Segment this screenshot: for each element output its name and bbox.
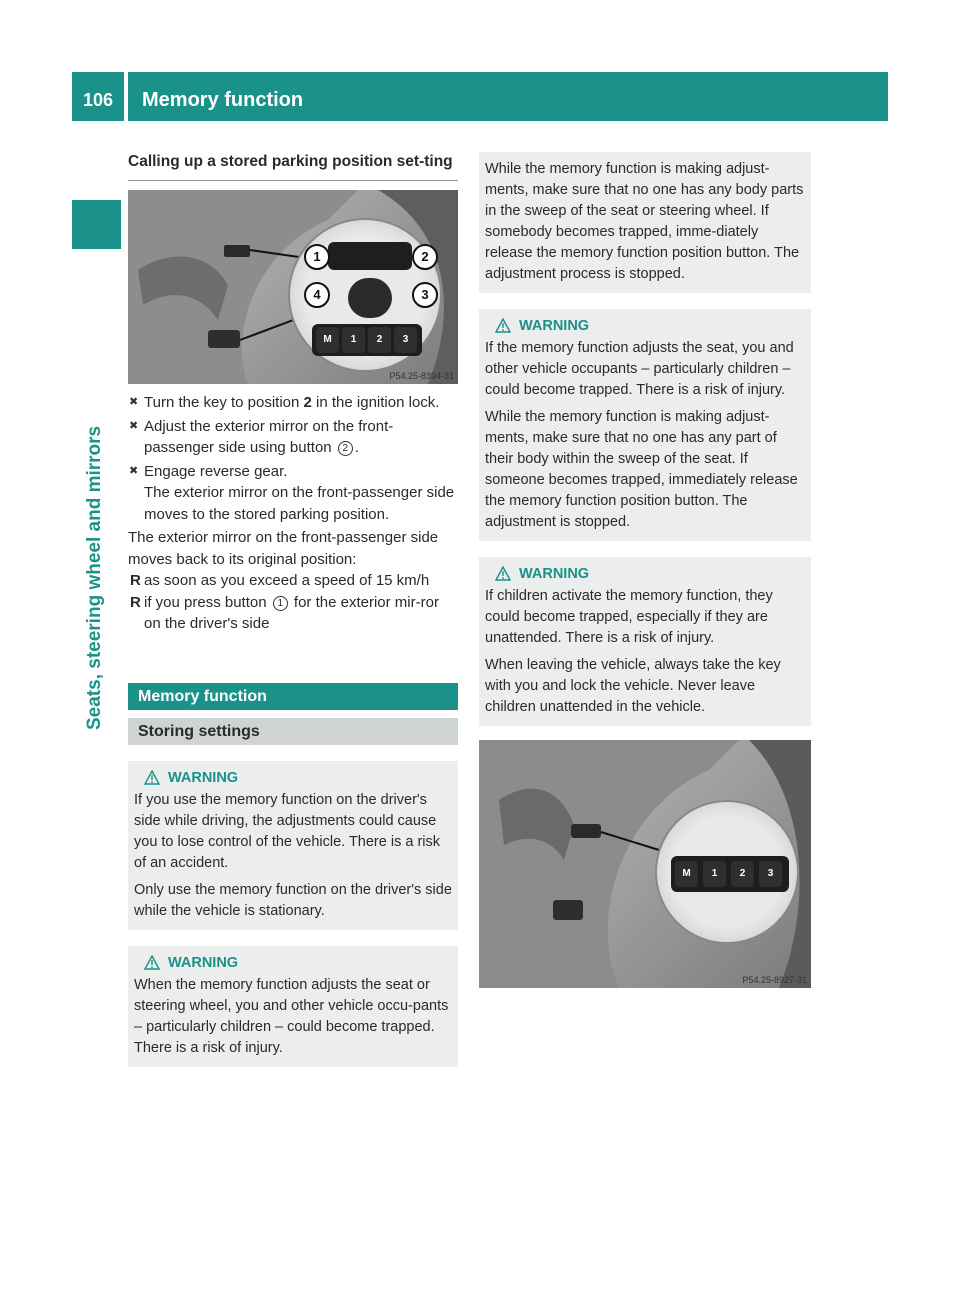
page-title: Memory function (142, 89, 304, 111)
step-text: Turn the key to position (144, 394, 304, 411)
warning-box (128, 761, 458, 930)
warning-heading (485, 316, 805, 336)
step-text: Engage reverse gear. (144, 462, 288, 480)
warning-label: WARNING (519, 566, 590, 582)
warning-heading (134, 768, 452, 788)
memory-button-1: 1 (703, 861, 726, 887)
page-number: 106 (82, 90, 114, 110)
warning-text: When the memory function adjusts the seat or steering wheel, you and other vehicle occu-pants – particularly children – could become trapped. There is a risk of injury. (134, 976, 449, 1056)
warning-text: If the memory function adjusts the seat, you and other vehicle occupants – particularly children – could become trapped. There is a risk of injury. (485, 340, 794, 398)
callout-2: 2 (412, 244, 438, 270)
mirror-control-panel (328, 242, 412, 270)
warning-triangle-icon (144, 955, 160, 970)
warning-heading (134, 953, 452, 973)
memory-button-3: 3 (759, 861, 782, 887)
section-heading: Memory function (128, 683, 458, 710)
warning-heading (485, 564, 805, 584)
memory-button-m: M (675, 861, 698, 887)
section-title: Calling up a stored parking position set-ting (128, 152, 458, 181)
step-text: . (354, 439, 359, 456)
list-item (128, 570, 458, 592)
memory-button-m: M (316, 327, 339, 353)
page-header (72, 72, 888, 121)
right-column (479, 152, 811, 988)
warning-box (479, 557, 811, 726)
list-item (128, 592, 458, 635)
step-item (128, 416, 458, 459)
warning-continuation-box (479, 152, 811, 293)
warning-label: WARNING (168, 954, 239, 971)
callout-4: 4 (304, 282, 330, 308)
left-column (128, 152, 458, 1067)
warning-label: WARNING (168, 769, 239, 786)
step-result: The exterior mirror on the front-passenger side moves to the stored parking position. (144, 484, 455, 523)
warning-text: Only use the memory function on the driver's side while the vehicle is stationary. (134, 881, 452, 919)
warning-text: If children activate the memory function, they could become trapped, especially if they are unattended. There is a risk of injury. (485, 588, 773, 646)
bullet-icon: R (130, 572, 141, 589)
button-ref-icon: 2 (338, 441, 353, 456)
memory-button-3: 3 (394, 327, 417, 353)
warning-text: While the memory function is making adjust-ments, make sure that no one has any part of their body within the sweep of the seat. If someone becomes trapped, immediately release the memory function position button. The adjustment is stopped. (485, 409, 798, 530)
callout-1: 1 (304, 244, 330, 270)
intro-text: The exterior mirror on the front-passenger side moves back to its original position: (128, 529, 439, 568)
button-ref-icon: 1 (273, 596, 288, 611)
list-text: for the exterior mir-ror on the driver's side (144, 593, 439, 632)
warning-triangle-icon (495, 566, 511, 581)
warning-box (128, 946, 458, 1067)
warning-box (479, 309, 811, 541)
warning-text: When leaving the vehicle, always take the key with you and lock the vehicle. Never leave children unattended in the vehicle. (485, 657, 781, 715)
memory-buttons-image (479, 740, 811, 988)
header-divider (124, 72, 128, 121)
callout-3: 3 (412, 282, 438, 308)
memory-button-2: 2 (731, 861, 754, 887)
memory-button-1: 1 (342, 327, 365, 353)
step-emphasis: 2 (303, 394, 312, 411)
warning-label: WARNING (519, 318, 590, 334)
warning-text: While the memory function is making adjust-ments, make sure that no one has any body parts in the sweep of the seat or steering wheel. If somebody becomes trapped, imme-diately release the memory function position button. The adjustment process is stopped. (485, 161, 804, 282)
condition-list (128, 570, 458, 635)
chapter-title: Seats, steering wheel and mirrors (84, 425, 105, 730)
warning-text: If you use the memory function on the driver's side while driving, the adjustments could cause you to lose control of the vehicle. There is a risk of an accident. (134, 791, 440, 871)
image-code: P54.25-8927-31 (742, 975, 807, 985)
bullet-icon: R (130, 593, 141, 611)
warning-triangle-icon (495, 318, 511, 333)
step-list (128, 392, 458, 525)
step-arrow-icon: ✖ (129, 464, 139, 477)
step-text: Adjust the exterior mirror on the front-passenger side using button (144, 417, 394, 456)
step-item (128, 392, 458, 414)
image-code: P54.25-8394-31 (389, 371, 454, 381)
warning-triangle-icon (144, 770, 160, 785)
joystick-panel (348, 278, 392, 318)
list-text: as soon as you exceed a speed of 15 km/h (144, 572, 430, 589)
step-arrow-icon: ✖ (129, 396, 139, 408)
list-text: if you press button (144, 593, 271, 611)
subsection-heading: Storing settings (128, 718, 458, 745)
step-arrow-icon: ✖ (129, 419, 139, 432)
step-item (128, 461, 458, 526)
door-panel-image (128, 190, 458, 384)
memory-button-2: 2 (368, 327, 391, 353)
step-text: in the ignition lock. (311, 394, 440, 411)
